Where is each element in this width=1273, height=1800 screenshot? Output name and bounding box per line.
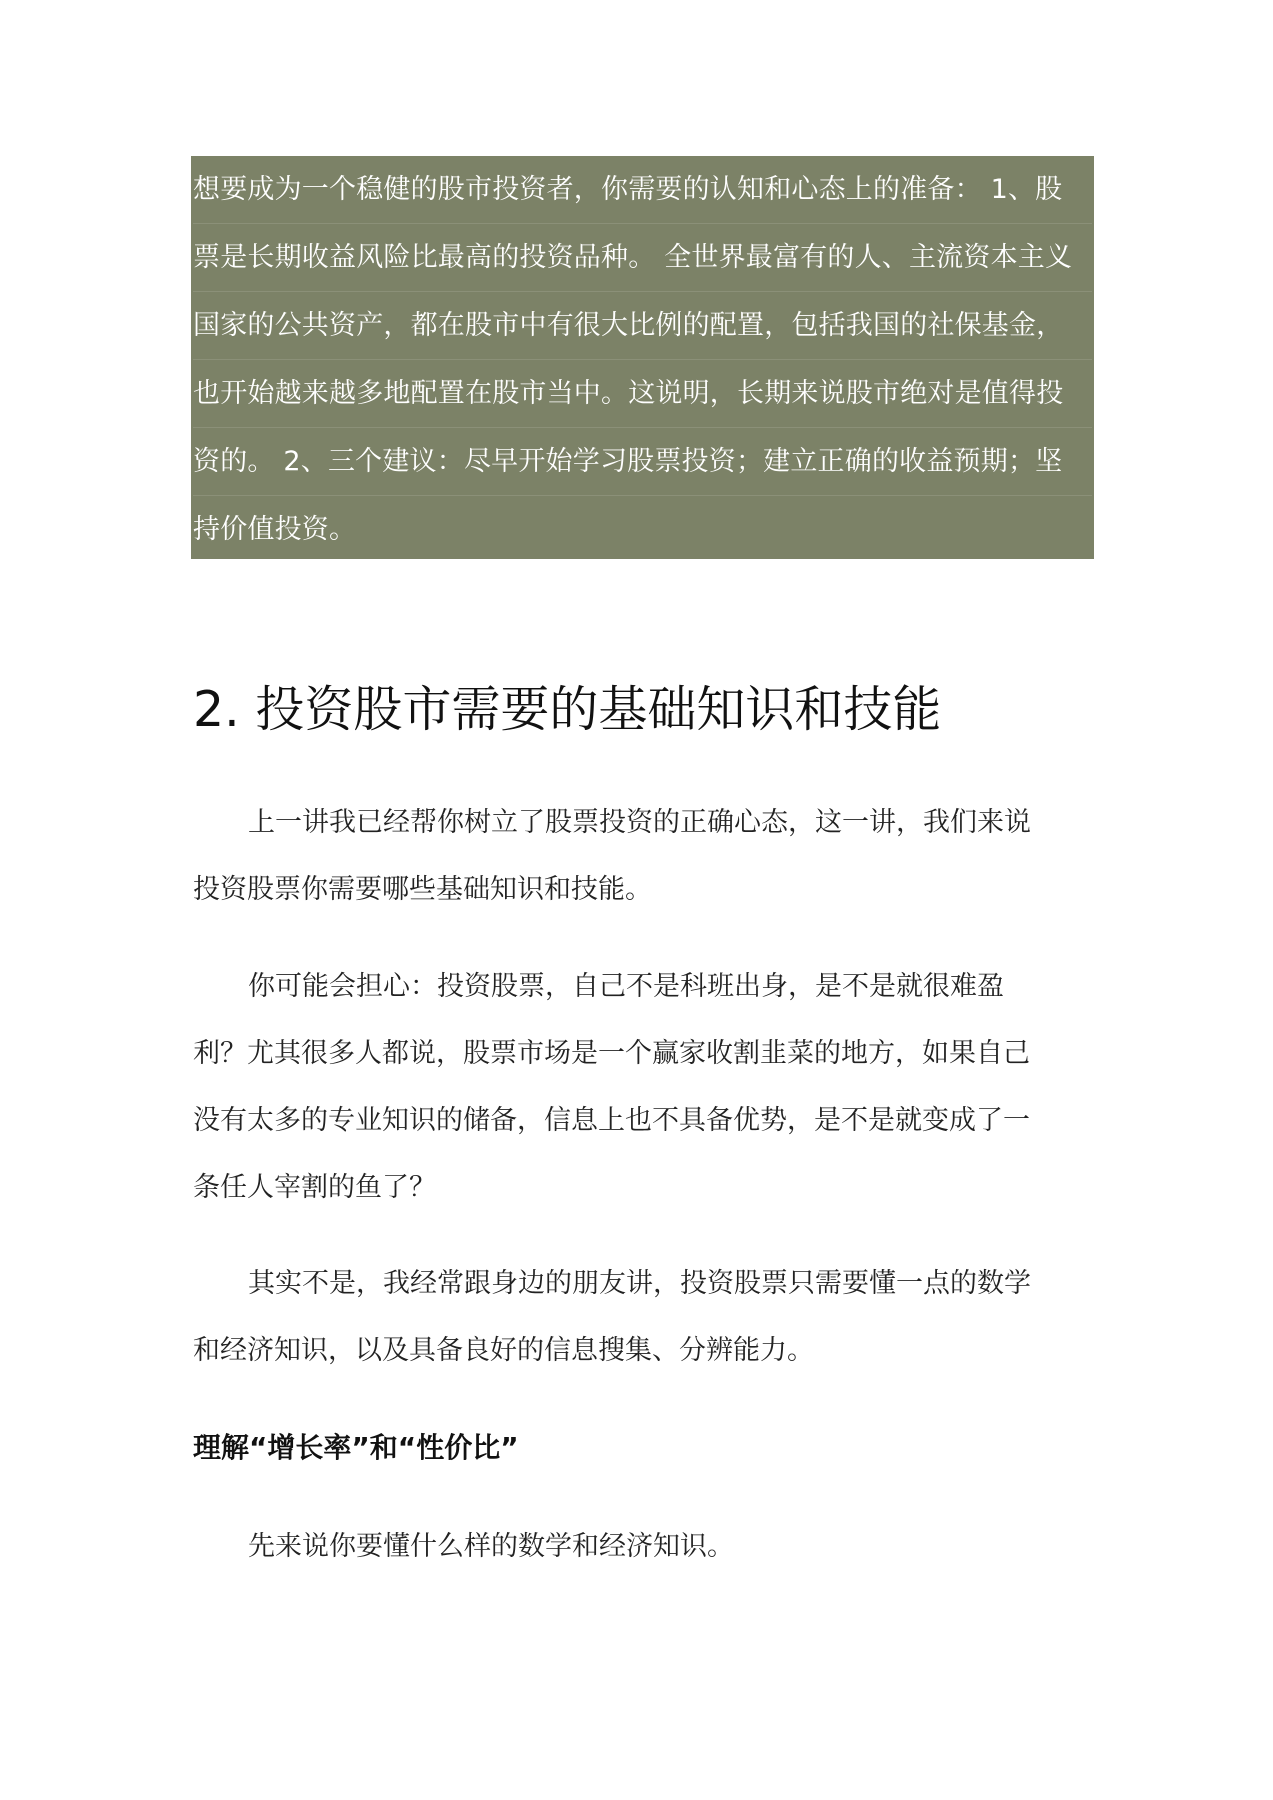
paragraph-intro <box>193 789 1073 923</box>
paragraph-line: 上一讲我已经帮你树立了股票投资的正确心态，这一讲，我们来说 <box>248 807 1031 838</box>
paragraph-line: 其实不是，我经常跟身边的朋友讲，投资股票只需要懂一点的数学 <box>248 1268 1031 1299</box>
subheading: 理解“增长率”和“性价比” <box>193 1431 519 1464</box>
paragraph-line: 没有太多的专业知识的储备，信息上也不具备优势，是不是就变成了一 <box>193 1105 1030 1136</box>
paragraph-line: 先来说你要懂什么样的数学和经济知识。 <box>248 1531 734 1562</box>
paragraph-line: 和经济知识，以及具备良好的信息搜集、分辨能力。 <box>193 1335 814 1366</box>
paragraph-line: 投资股票你需要哪些基础知识和技能。 <box>193 874 652 905</box>
paragraph-math <box>193 1513 1073 1580</box>
summary-line: 持价值投资。 <box>193 514 357 545</box>
summary-line: 国家的公共资产，都在股市中有很大比例的配置，包括我国的社保基金， <box>193 292 1092 360</box>
summary-line: 想要成为一个稳健的股市投资者，你需要的认知和心态上的准备： 1、股 <box>193 156 1092 224</box>
paragraph-concern <box>193 953 1073 1221</box>
paragraph-line: 利？尤其很多人都说，股票市场是一个赢家收割韭菜的地方，如果自己 <box>193 1038 1030 1069</box>
section-title: 2. 投资股市需要的基础知识和技能 <box>193 681 942 738</box>
summary-line: 资的。 2、三个建议：尽早开始学习股票投资；建立正确的收益预期；坚 <box>193 428 1092 496</box>
paragraph-answer <box>193 1250 1073 1384</box>
paragraph-line: 你可能会担心：投资股票，自己不是科班出身，是不是就很难盈 <box>248 971 1004 1002</box>
summary-box <box>191 156 1094 559</box>
summary-line: 也开始越来越多地配置在股市当中。这说明，长期来说股市绝对是值得投 <box>193 360 1092 428</box>
summary-line: 票是长期收益风险比最高的投资品种。 全世界最富有的人、主流资本主义 <box>193 224 1092 292</box>
paragraph-line: 条任人宰割的鱼了？ <box>193 1172 436 1203</box>
